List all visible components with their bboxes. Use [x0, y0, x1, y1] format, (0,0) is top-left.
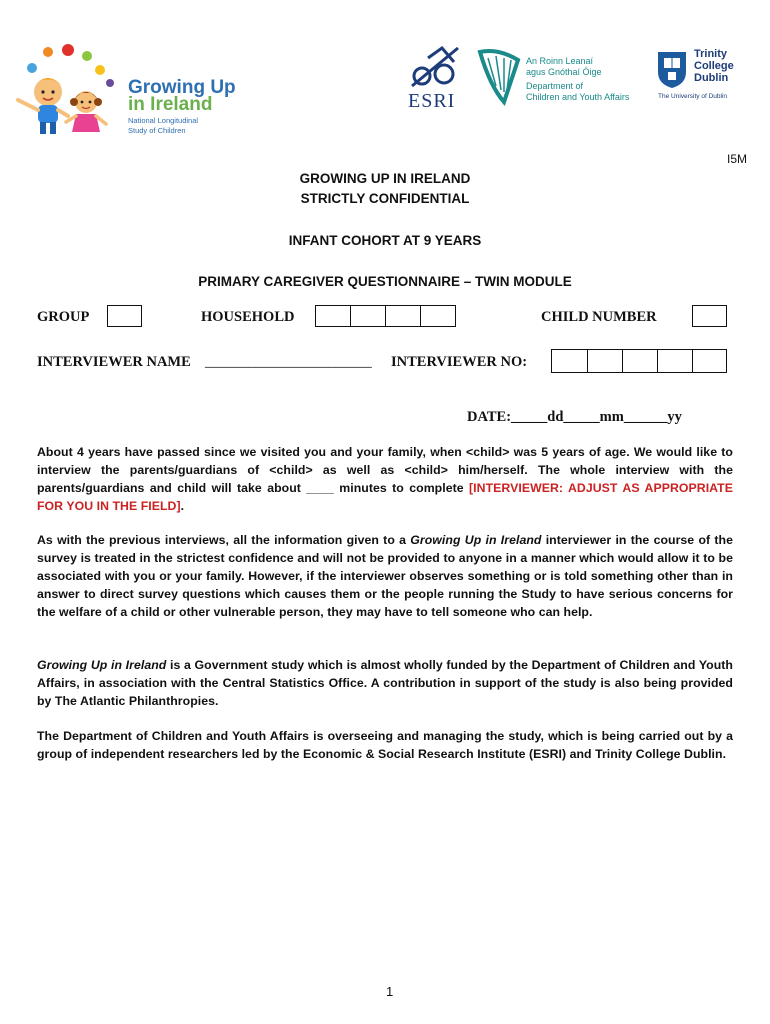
- growing-up-logo-tag2: Study of Children: [128, 126, 186, 135]
- household-label: HOUSEHOLD: [201, 309, 295, 325]
- growing-up-logo-tag1: National Longitudinal: [128, 116, 199, 125]
- title-cohort: INFANT COHORT AT 9 YEARS: [288, 233, 482, 248]
- title-growing-up: GROWING UP IN IRELAND: [299, 171, 471, 186]
- page-number: 1: [386, 984, 394, 999]
- intro-paragraph: [37, 443, 733, 515]
- tcd-crest-icon: [656, 50, 688, 90]
- funding-study-name: Growing Up in Ireland: [37, 658, 167, 672]
- esri-logo-name: ESRI: [408, 90, 456, 112]
- title-questionnaire: PRIMARY CAREGIVER QUESTIONNAIRE – TWIN MODULE: [198, 274, 572, 289]
- growing-up-logo-line1: Growing Up: [128, 77, 236, 98]
- interviewer-no-label: INTERVIEWER NO:: [391, 354, 528, 370]
- growing-up-logo: [10, 40, 250, 140]
- form-code: I5M: [727, 152, 748, 166]
- household-cell-divider: [350, 306, 351, 326]
- intro-text: About 4 years have passed since we visited you and your family, when <child> was 5 years of age. We would like to interview the parents/guardians of <child> as well as <child> him/herself. The whole interview with the parents/guardians and child will take about ____ minutes to complete: [37, 445, 733, 495]
- tcd-line1: Trinity: [694, 48, 728, 60]
- interviewer-no-cell-divider: [587, 350, 588, 372]
- growing-up-logo-line2: in Ireland: [128, 94, 213, 115]
- dcya-irish-1: An Roinn Leanaí: [526, 56, 594, 66]
- esri-logo: [408, 44, 462, 114]
- confidentiality-study-name: Growing Up in Ireland: [410, 533, 542, 547]
- group-label: GROUP: [37, 309, 90, 325]
- interviewer-no-input-box[interactable]: [551, 349, 727, 373]
- harp-icon: [474, 46, 524, 106]
- dcya-irish-2: agus Gnóthaí Óige: [526, 67, 602, 77]
- household-cell-divider: [385, 306, 386, 326]
- children-illustration-icon: [10, 40, 130, 140]
- child-number-input-box[interactable]: [692, 305, 727, 327]
- management-paragraph: [37, 727, 733, 763]
- interviewer-instruction: [INTERVIEWER: ADJUST AS APPROPRIATE FOR YOU IN THE FIELD]: [37, 481, 733, 513]
- dcya-logo: [474, 46, 644, 108]
- child-number-label: CHILD NUMBER: [541, 309, 657, 325]
- confidentiality-start: As with the previous interviews, all the information given to a: [37, 533, 411, 547]
- funding-rest: is a Government study which is almost wholly funded by the Department of Children and Youth Affairs, in association with the Central Statistics Office. A contribution in support of the study is also being provided by The Atlantic Philanthropies.: [37, 658, 733, 708]
- interviewer-name-label: INTERVIEWER NAME: [37, 354, 191, 370]
- tcd-line3: Dublin: [694, 72, 729, 84]
- household-cell-divider: [420, 306, 421, 326]
- group-input-box[interactable]: [107, 305, 142, 327]
- tcd-line2: College: [694, 60, 734, 72]
- esri-mark-icon: [408, 44, 462, 90]
- interviewer-no-cell-divider: [622, 350, 623, 372]
- intro-end: .: [180, 499, 185, 513]
- dcya-english-1: Department of: [526, 81, 584, 91]
- interviewer-no-cell-divider: [657, 350, 658, 372]
- interviewer-name-blank[interactable]: _______________________: [205, 354, 372, 370]
- date-field[interactable]: DATE:_____dd_____mm______yy: [467, 409, 682, 425]
- title-confidential: STRICTLY CONFIDENTIAL: [300, 191, 470, 206]
- management-text: The Department of Children and Youth Affairs is overseeing and managing the study, which is being carried out by a group of independent researchers led by the Economic & Social Research Institute (ESRI) and Trinity College Dublin.: [37, 729, 733, 761]
- confidentiality-rest: interviewer in the course of the survey is treated in the strictest confidence and will not be provided to anyone in a manner which would allow it to be associated with you or your family. However, if the interviewer observes something or is told something other than in answer to direct survey questions which causes them or the people running the Study to have serious concerns for the welfare of a child or other vulnerable person, they may have to tell someone who can help.: [37, 533, 734, 619]
- tcd-sub: The University of Dublin: [658, 93, 727, 100]
- tcd-logo: [656, 48, 746, 108]
- interviewer-no-cell-divider: [692, 350, 693, 372]
- dcya-english-2: Children and Youth Affairs: [526, 92, 630, 102]
- household-input-box[interactable]: [315, 305, 456, 327]
- confidentiality-paragraph: [37, 531, 733, 621]
- funding-paragraph: [37, 656, 733, 710]
